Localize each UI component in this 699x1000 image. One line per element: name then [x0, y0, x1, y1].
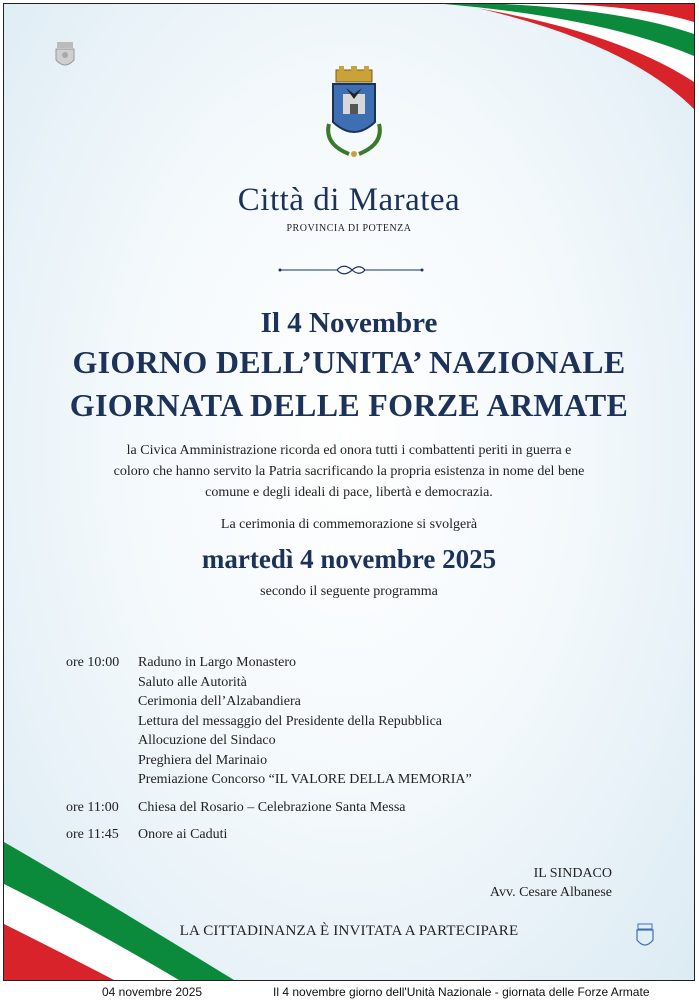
maratea-coat-of-arms-icon — [319, 64, 389, 164]
small-crest-icon — [634, 922, 656, 952]
program-desc: Cerimonia dell’Alzabandiera — [138, 694, 301, 709]
program-desc: Premiazione Concorso “IL VALORE DELLA MEMORIA” — [138, 772, 472, 787]
poster — [3, 3, 695, 981]
ceremony-date: martedì 4 novembre 2025 — [201, 544, 497, 574]
signature-role: IL SINDACO — [533, 866, 612, 881]
ornament-divider-icon — [277, 263, 425, 277]
title-line-1: Il 4 Novembre — [260, 307, 438, 339]
footer-date: 04 novembre 2025 — [102, 985, 203, 999]
program-intro: secondo il seguente programma — [260, 584, 438, 599]
city-name: Città di Maratea — [237, 182, 461, 218]
program-desc: Onore ai Caduti — [138, 827, 228, 842]
ceremony-intro: La cerimonia di commemorazione si svolgerà — [220, 517, 478, 532]
title-line-2: GIORNO DELL’UNITA’ NAZIONALE — [72, 344, 626, 380]
commemoration-paragraph — [4, 440, 694, 503]
program-desc: Preghiera del Marinaio — [138, 752, 268, 768]
footer-bar — [0, 983, 699, 1000]
invitation: LA CITTADINANZA È INVITATA A PARTECIPARE — [179, 923, 519, 939]
program-time: ore 11:45 — [66, 827, 119, 842]
program-desc: Saluto alle Autorità — [138, 674, 247, 690]
paragraph-line: comune e degli ideali di pace, libertà e democrazia. — [205, 485, 493, 500]
province-name: PROVINCIA DI POTENZA — [286, 223, 412, 234]
paragraph-line: la Civica Amministrazione ricorda ed onora tutti i combattenti periti in guerra e — [126, 443, 572, 458]
program-time: ore 11:00 — [66, 799, 119, 815]
title-line-3: GIORNATA DELLE FORZE ARMATE — [69, 387, 629, 423]
signature-name: Avv. Cesare Albanese — [489, 885, 612, 900]
paragraph-line: coloro che hanno servito la Patria sacrificando la propria esistenza in nome del bene — [113, 464, 585, 479]
small-crest-icon — [52, 40, 78, 72]
footer-title: Il 4 novembre giorno dell'Unità Nazionale - giornata delle Forze Armate — [273, 985, 650, 999]
program-desc: Raduno in Largo Monastero — [138, 655, 296, 670]
program-desc: Allocuzione del Sindaco — [138, 733, 276, 748]
program-desc: Lettura del messaggio del Presidente della Repubblica — [138, 713, 443, 729]
program-time: ore 10:00 — [66, 655, 120, 670]
program-desc: Chiesa del Rosario – Celebrazione Santa Messa — [138, 799, 406, 815]
